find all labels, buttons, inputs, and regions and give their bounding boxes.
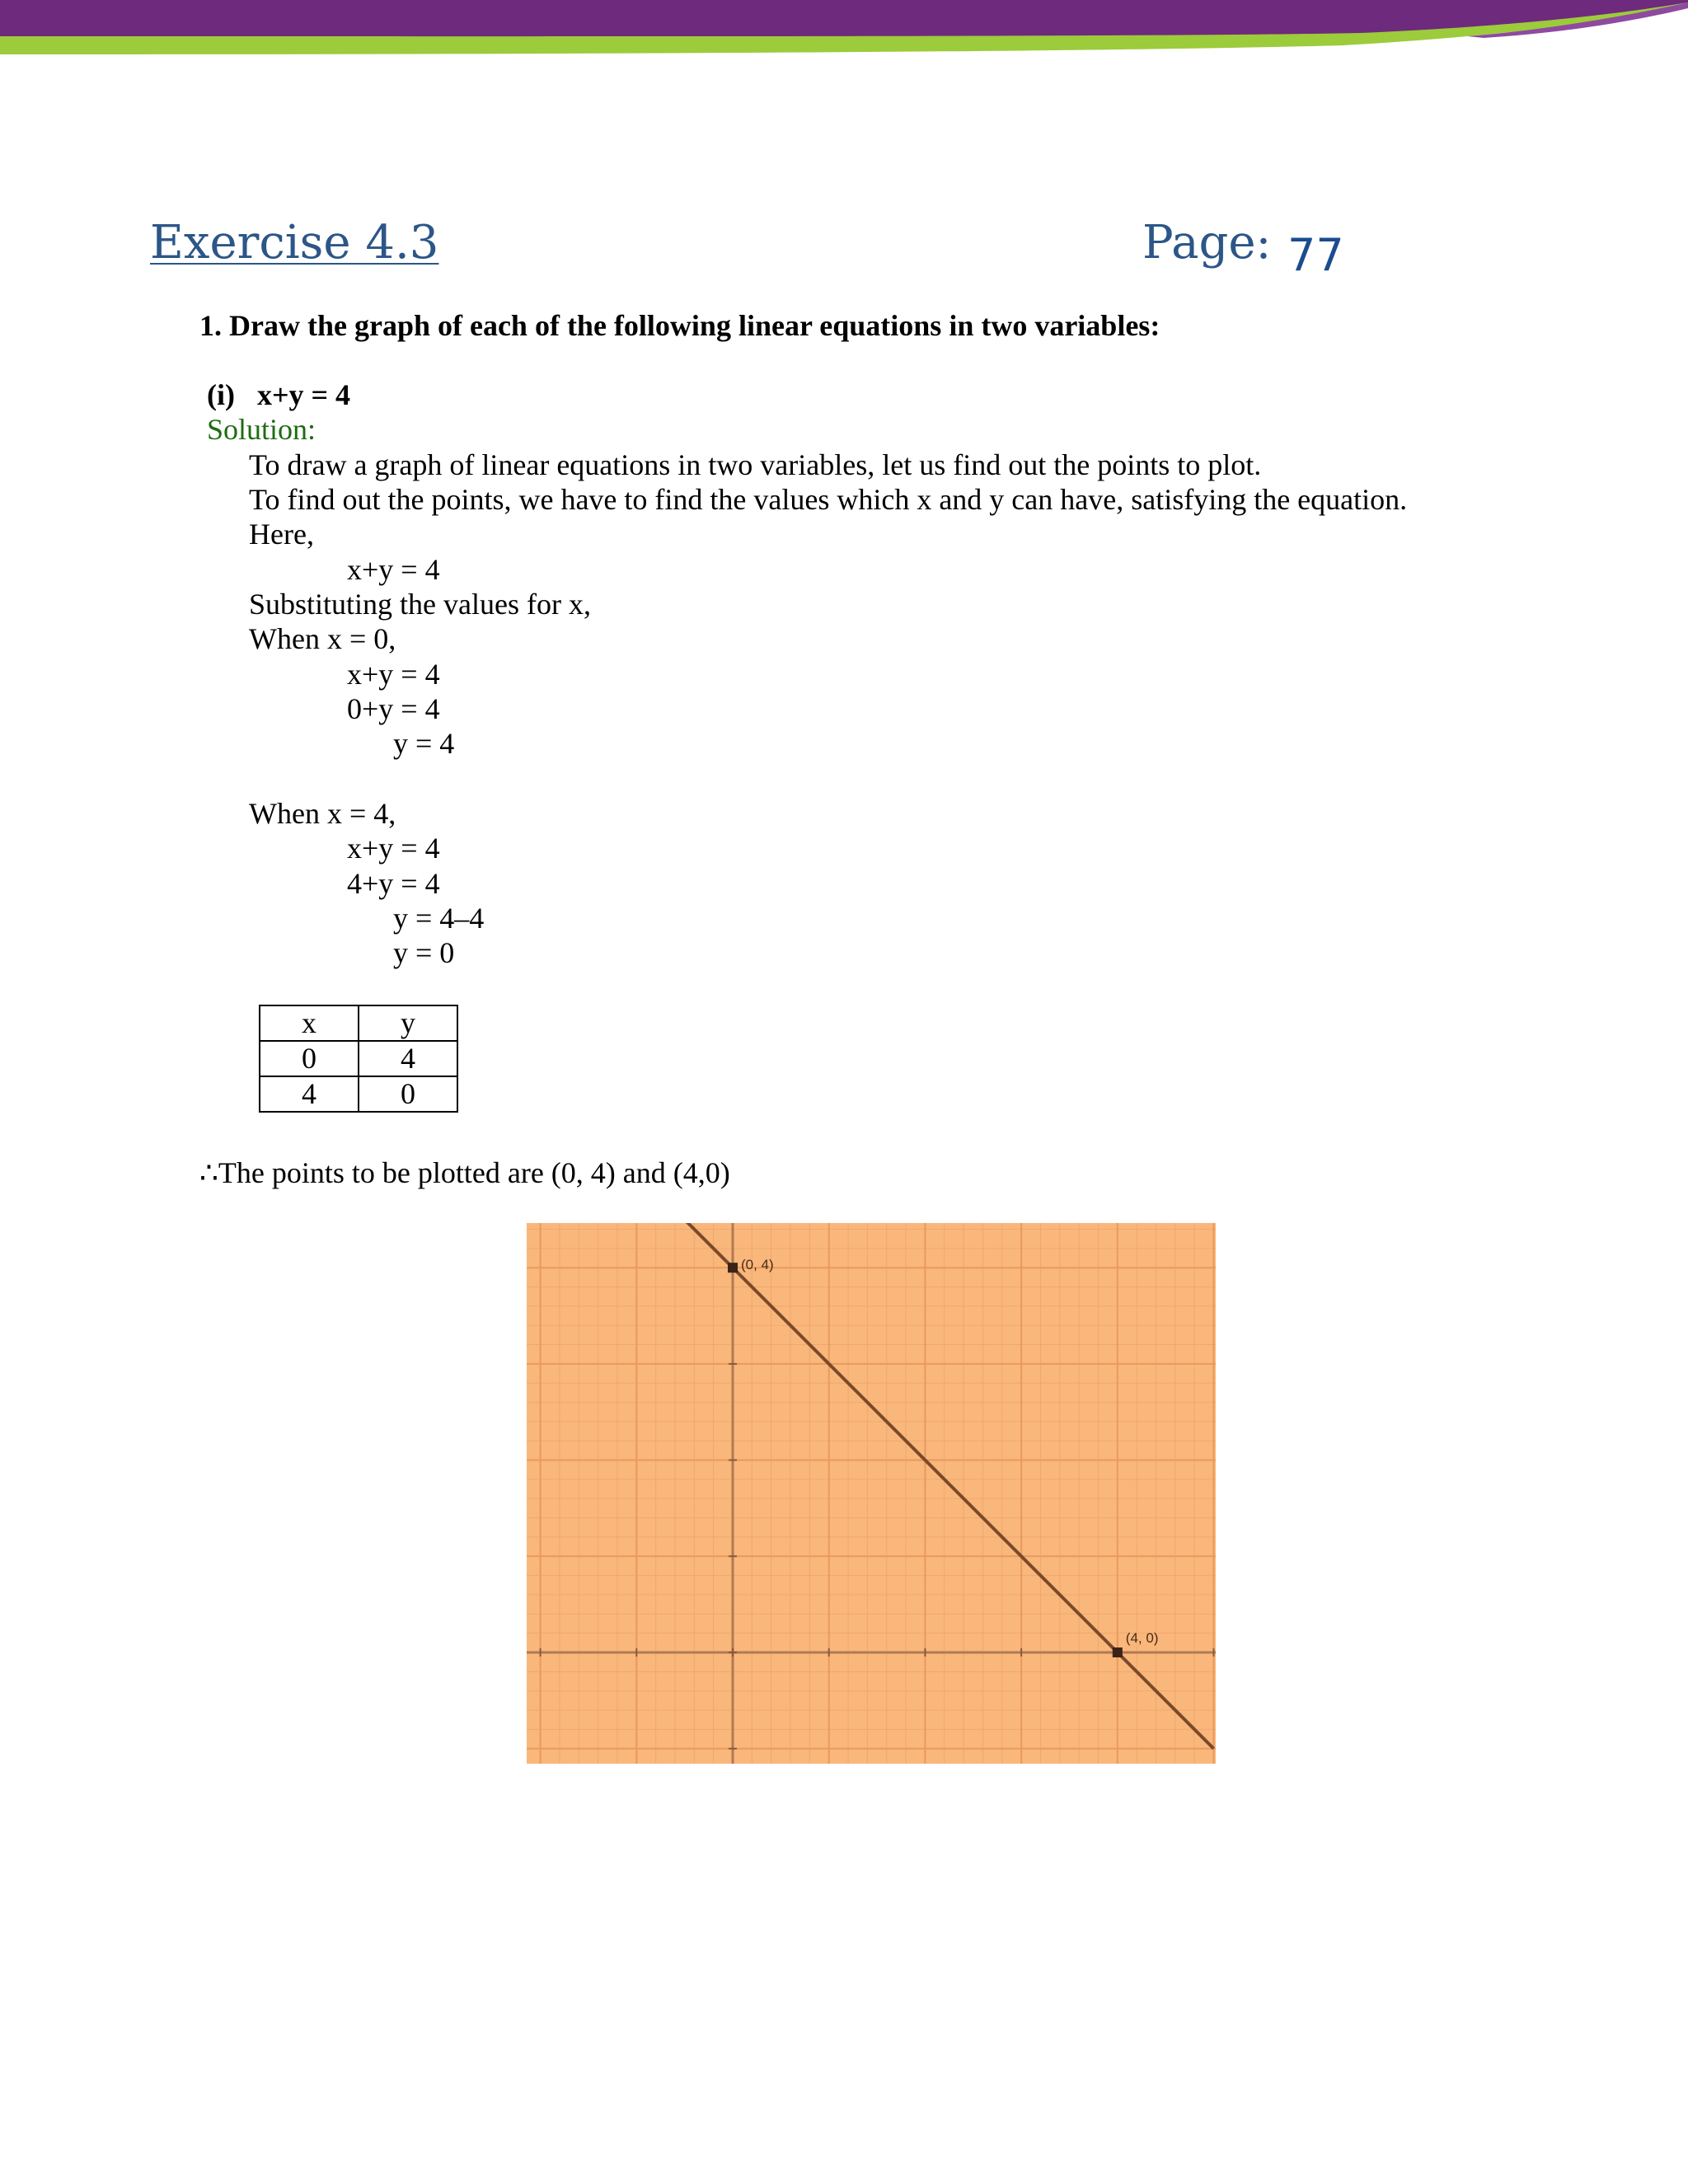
page-label: Page: <box>1142 216 1272 269</box>
table-header-row <box>260 1005 457 1041</box>
solution-label: Solution: <box>207 413 316 446</box>
table-header-cell: x <box>260 1005 359 1041</box>
graph-background <box>527 1223 1216 1764</box>
table-cell: 4 <box>260 1076 359 1112</box>
case2-step-2: 4+y = 4 <box>347 867 440 900</box>
here-text: Here, <box>249 518 314 551</box>
case1-when: When x = 0, <box>249 622 396 655</box>
values-table <box>259 1005 458 1113</box>
case2-step-1: x+y = 4 <box>347 832 440 865</box>
intro-line-2: To find out the points, we have to find the values which x and y can have, satisfying the equation. <box>249 483 1408 516</box>
question-text: 1. Draw the graph of each of the following linear equations in two variables: <box>199 309 1160 342</box>
case1-step-2: 0+y = 4 <box>347 692 440 725</box>
case2-step-3: y = 4–4 <box>393 902 485 935</box>
equation-line: x+y = 4 <box>347 553 440 586</box>
exercise-title: Exercise 4.3 <box>150 216 439 269</box>
table-cell: 0 <box>260 1041 359 1076</box>
table-cell: 4 <box>359 1041 457 1076</box>
case1-step-1: x+y = 4 <box>347 658 440 691</box>
point-label: (0, 4) <box>741 1257 774 1273</box>
case1-step-3: y = 4 <box>393 727 455 760</box>
table-row <box>260 1076 457 1112</box>
table-header-cell: y <box>359 1005 457 1041</box>
conclusion-text: ∴The points to be plotted are (0, 4) and (4,0) <box>199 1156 730 1189</box>
plotted-point <box>728 1263 738 1272</box>
table-row <box>260 1041 457 1076</box>
substituting-text: Substituting the values for x, <box>249 588 591 621</box>
line-graph <box>527 1223 1216 1764</box>
part-equation: x+y = 4 <box>257 378 351 411</box>
header-band <box>0 0 1688 74</box>
page-number: 77 <box>1287 229 1344 281</box>
case2-when: When x = 4, <box>249 797 396 830</box>
table-cell: 0 <box>359 1076 457 1112</box>
part-label: (i) <box>207 378 235 411</box>
point-label: (4, 0) <box>1125 1630 1159 1646</box>
case2-step-4: y = 0 <box>393 936 455 969</box>
intro-line-1: To draw a graph of linear equations in two variables, let us find out the points to plot. <box>249 448 1262 481</box>
plotted-point <box>1113 1647 1123 1657</box>
